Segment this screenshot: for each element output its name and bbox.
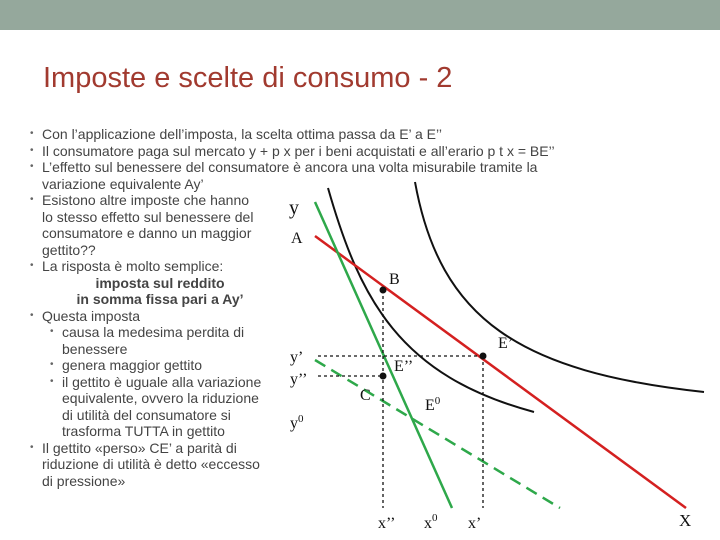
label-x2: x’’ (378, 515, 396, 532)
bullet-text: gettito?? (42, 241, 96, 258)
bold-text: in somma fissa pari a Ay’ (76, 291, 244, 307)
bullet-text: Il consumatore paga sul mercato y + p x per i beni acquistati e all’erario p t x = BE’’ (42, 142, 555, 159)
bullet-text: • causa la medesima perdita di (62, 324, 245, 340)
label-y0-base: y (290, 415, 298, 432)
label-A: A (291, 230, 303, 247)
bullet-text: • Il gettito «perso» CE’ a parità di (42, 439, 237, 456)
y-axis-label: y (289, 197, 299, 219)
bullet-text: trasforma TUTTA in gettito (62, 423, 225, 439)
label-E0-base: E (425, 397, 435, 414)
bullet-text: • L’effetto sul benessere del consumatore è ancora una volta misurabile tramite la (42, 159, 538, 175)
budget-line-taxed (315, 202, 452, 508)
label-E2: E’’ (394, 358, 414, 375)
bullet-text: consumatore e danno un maggior (42, 225, 252, 241)
bullet-text: • Esistono altre imposte che hanno (42, 192, 250, 208)
label-x1: x’ (468, 515, 482, 532)
label-y2: y’’ (290, 371, 308, 388)
bullet-text: • La risposta è molto semplice: (42, 258, 224, 274)
label-y0 (290, 413, 304, 432)
label-E0-sup: 0 (434, 395, 441, 407)
label-x0-base: x (424, 515, 432, 532)
bullet-text: lo stesso effetto sul benessere del (42, 208, 254, 225)
indifference-curve-upper (415, 182, 704, 392)
x-axis-label: X (679, 511, 692, 530)
bullet-text: di utilità del consumatore si (62, 406, 231, 423)
label-x0 (424, 512, 438, 532)
label-E0 (425, 395, 441, 414)
bullet-text: benessere (62, 340, 128, 357)
budget-line-lump-sum (315, 360, 560, 508)
bullet-text: Con l’applicazione dell’imposta, la scelta ottima passa da E’ a E’’ (42, 126, 442, 142)
label-x0-sup: 0 (432, 512, 438, 524)
bullet-text: variazione equivalente Ay’ (42, 175, 204, 192)
label-E1: E’ (498, 335, 514, 352)
point-B (380, 287, 387, 294)
bullet-text: equivalente, ovvero la riduzione (62, 390, 259, 406)
label-y1: y’ (290, 349, 304, 366)
point-E1 (480, 353, 487, 360)
bullet-text: riduzione di utilità è detto «eccesso (42, 456, 260, 472)
label-y0-sub: 0 (298, 413, 304, 425)
bullet-text: • il gettito è uguale alla variazione (62, 373, 262, 390)
bullet-text: genera maggior gettito (62, 357, 203, 373)
point-E2 (380, 373, 387, 380)
budget-line-original (315, 236, 686, 508)
bold-text: imposta sul reddito (95, 274, 225, 291)
label-C: C (360, 387, 371, 404)
slide-title: Imposte e scelte di consumo - 2 (43, 62, 453, 94)
bullet-text: di pressione» (42, 472, 126, 489)
label-B: B (389, 271, 400, 288)
bullet-text: Questa imposta (42, 307, 141, 324)
